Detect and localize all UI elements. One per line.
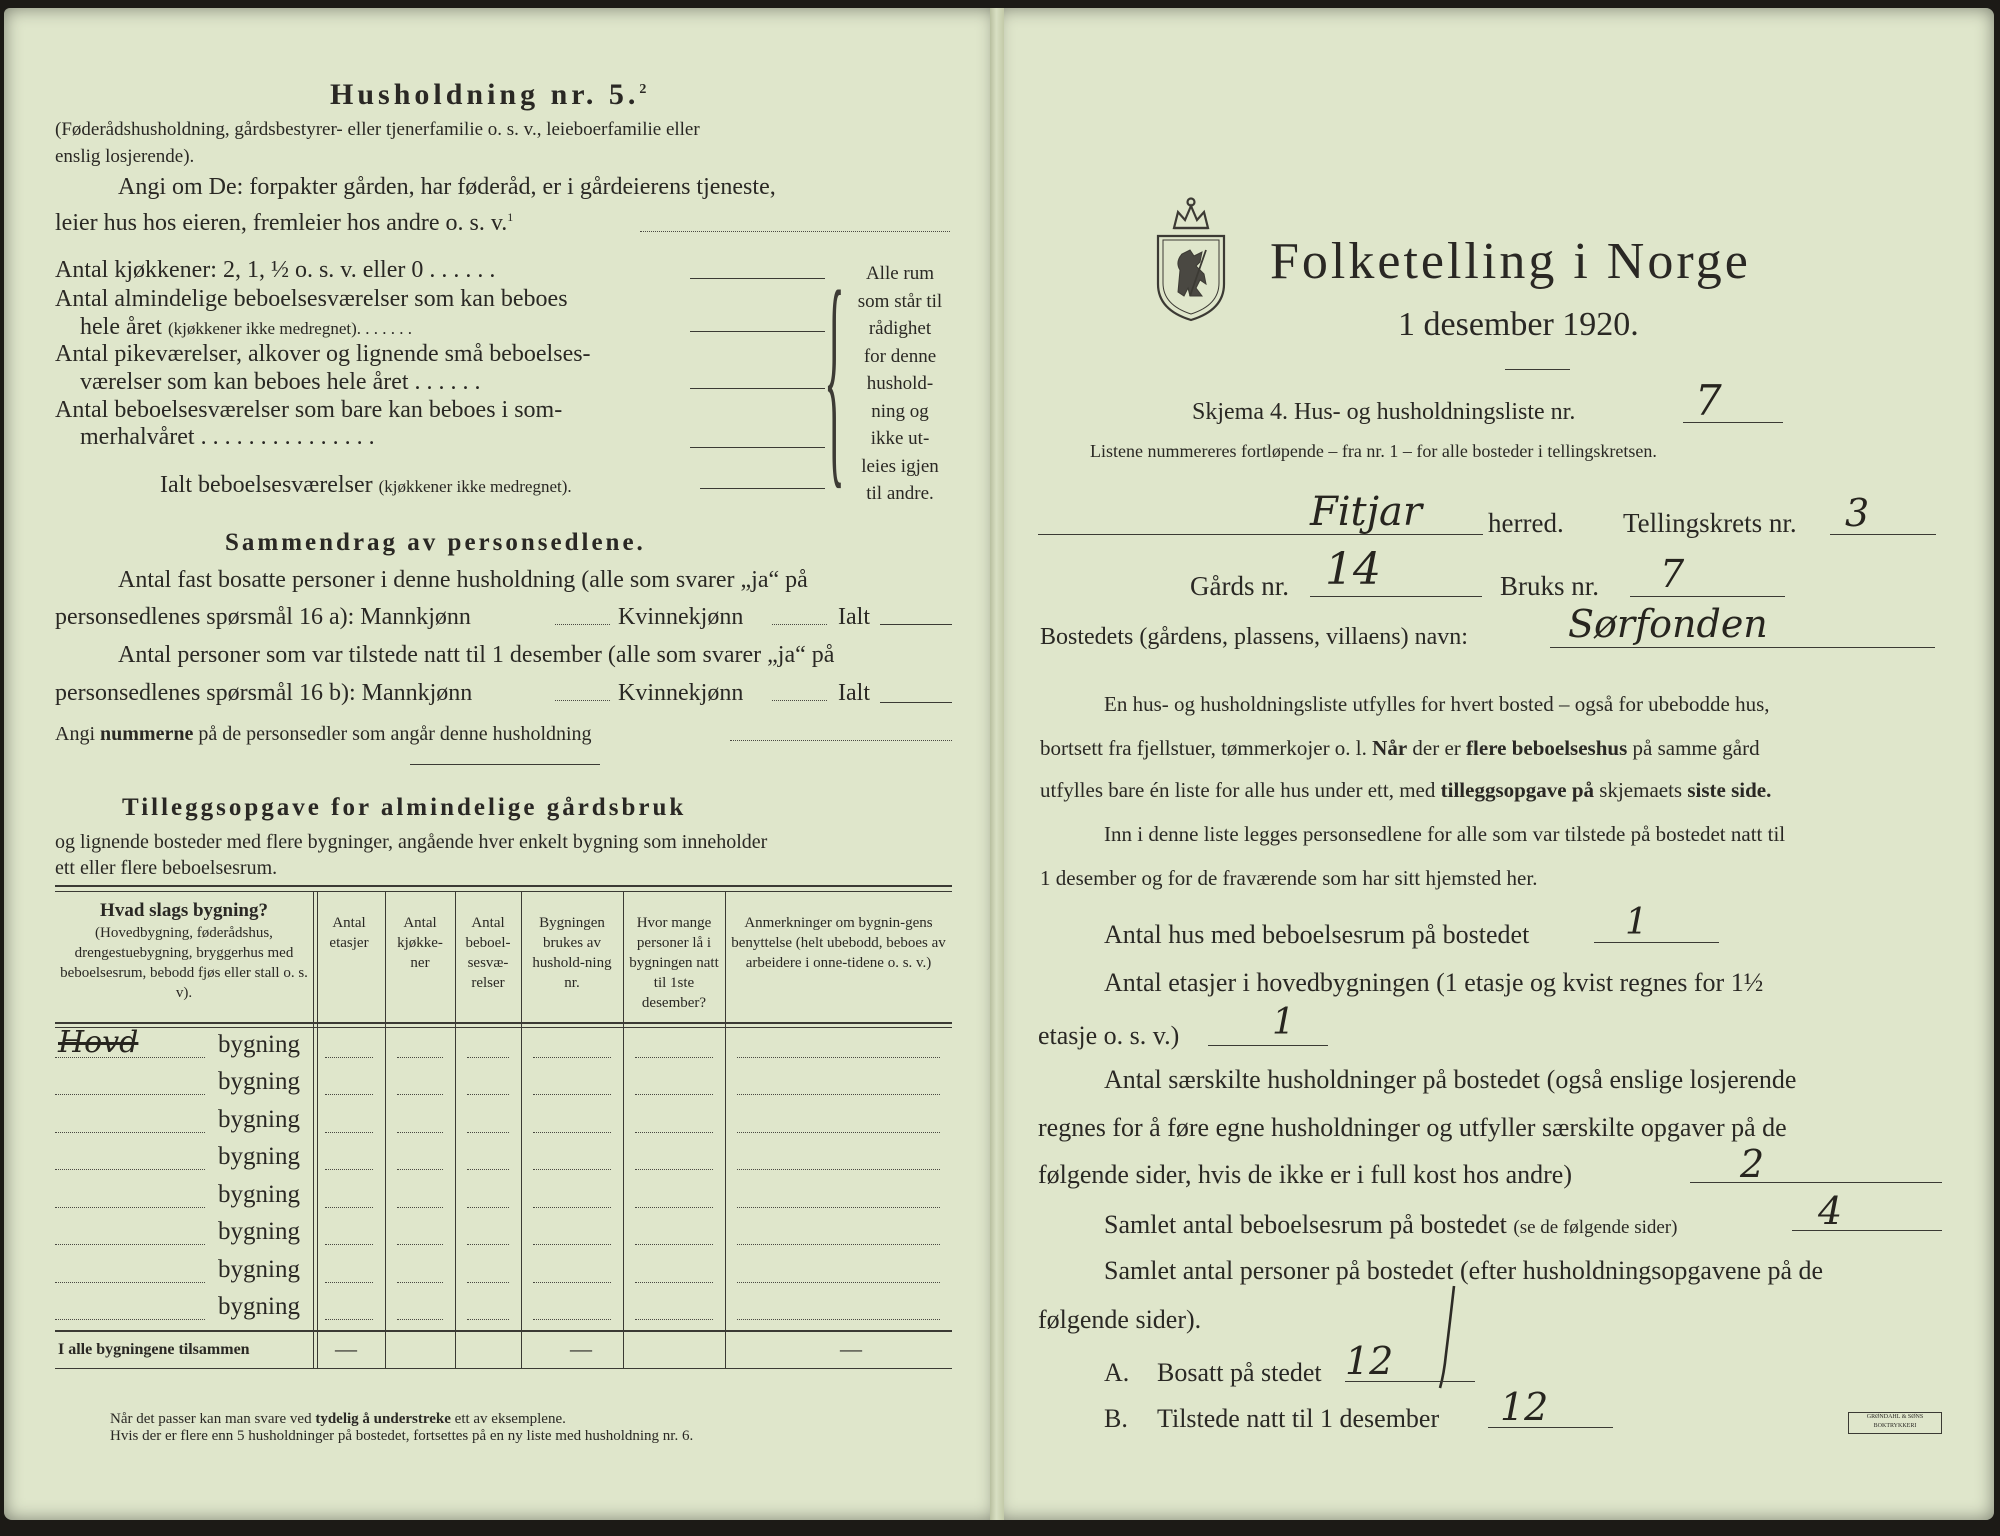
table-header-6 (728, 913, 949, 973)
table-cell-line (325, 1169, 373, 1170)
gards-label: Gårds nr. (1190, 571, 1289, 601)
table-rule (55, 885, 952, 887)
q-floors-1: Antal etasjer i hovedbygningen (1 etasje og kvist regnes for 1½ (1104, 968, 1764, 997)
bruks-label: Bruks nr. (1500, 571, 1600, 601)
table-cell-line (635, 1132, 713, 1133)
q-households-3: følgende sider, hvis de ikke er i full kost hos andre) (1038, 1160, 1572, 1189)
bruks-value: 7 (1660, 552, 1685, 596)
table-header-5 (626, 913, 722, 1013)
table-total-label: I alle bygningene tilsammen (58, 1341, 250, 1358)
q-households-value: 2 (1740, 1142, 1765, 1186)
q-rooms-value: 4 (1818, 1189, 1843, 1233)
household-subtitle-2: enslig losjerende). (55, 146, 195, 167)
table-cell-line (397, 1207, 443, 1208)
table-row-label: bygning (218, 1143, 300, 1170)
table-cell-line (737, 1094, 940, 1095)
tally-stroke-icon (1432, 1282, 1462, 1392)
table-cell-line (737, 1282, 940, 1283)
gards-value: 14 (1325, 544, 1381, 595)
listene-note: Listene nummereres fortløpende – fra nr. 1 – for alle bosteder i tellingskretsen. (1090, 441, 1657, 461)
angi-line-1: Angi om De: forpakter gården, har føderåd, er i gårdeierens tjeneste, (118, 174, 776, 200)
table-cell-line (467, 1319, 509, 1320)
table-row-label: bygning (218, 1218, 300, 1245)
q-houses-value: 1 (1625, 902, 1648, 943)
table-cell-line (635, 1244, 713, 1245)
herred-label: herred. (1488, 508, 1564, 538)
q-a-value: 12 (1345, 1339, 1394, 1383)
table-cell-line (635, 1057, 713, 1058)
table-cell-line (533, 1319, 611, 1320)
instr-3: utfylles bare én liste for alle hus under ett, med tilleggsopgave på skjemaets siste side. (1040, 778, 1772, 802)
summary-p1-line2: personsedlenes spørsmål 16 a): Mannkjønn (55, 604, 471, 630)
table-cell-line (737, 1319, 940, 1320)
side-note-line: som står til (857, 290, 943, 312)
summary-p1-female: Kvinnekjønn (618, 604, 744, 630)
table-cell-line (533, 1169, 611, 1170)
table-column-rule (725, 891, 726, 1368)
instr-2: bortsett fra fjellstuer, tømmerkojer o. l. Når der er flere beboelseshus på samme gård (1040, 736, 1760, 760)
table-row-label: bygning (218, 1255, 300, 1283)
table-cell-line (397, 1057, 443, 1058)
summary-p2-line2: personsedlenes spørsmål 16 b): Mannkjønn (55, 680, 473, 706)
norway-coat-of-arms-icon (1150, 192, 1232, 324)
side-note-line: hushold- (866, 373, 934, 394)
table-cell-line (325, 1282, 373, 1283)
table-cell-line (467, 1057, 509, 1058)
table-cell-line (533, 1132, 611, 1133)
rooms-side-note (845, 260, 955, 508)
angi-line-2: leier hus hos eieren, fremleier hos andre o. s. v.$^1$ (55, 210, 514, 236)
table-cell-line (737, 1244, 940, 1245)
summary-heading: Sammendrag av personsedlene. (225, 529, 646, 556)
footnote-1: Når det passer kan man svare ved tydelig å understreke ett av eksemplene. (110, 1411, 566, 1427)
table-row-label: bygning (218, 1293, 300, 1320)
table-header-4 (524, 913, 620, 993)
table-column-rule (385, 891, 386, 1368)
q-a-text: Bosatt på stedet (1157, 1358, 1322, 1387)
table-column-rule (317, 891, 318, 1368)
table-cell-line (55, 1207, 205, 1208)
table-column-rule (623, 891, 624, 1368)
table-cell-line (635, 1094, 713, 1095)
table-total-mark: — (335, 1336, 357, 1361)
table-cell-line (737, 1207, 940, 1208)
table-total-mark: — (570, 1336, 592, 1361)
side-note-line: til andre. (866, 483, 934, 504)
summary-p2-line1: Antal personer som var tilstede natt til 1 desember (alle som svarer „ja“ på (118, 642, 835, 668)
table-cell-line (397, 1094, 443, 1095)
table-row-label: bygning (218, 1030, 300, 1058)
q-households-2: regnes for å føre egne husholdninger og utfyller særskilte opgaver på de (1038, 1113, 1787, 1142)
table-header-text: (Hovedbygning, føderådshus, drengestuebygning, bryggerhus med beboelsesrum, bebodd fjøs eller stall o. s. v). (60, 925, 308, 1001)
table-cell-line (55, 1094, 205, 1095)
table-rule (55, 891, 952, 892)
summary-p2-female: Kvinnekjønn (618, 680, 744, 706)
table-cell-line (737, 1132, 940, 1133)
table-cell-line (467, 1094, 509, 1095)
table-cell-line (533, 1282, 611, 1283)
table-cell-line (325, 1207, 373, 1208)
rooms-ordinary-b: hele året (kjøkkener ikke medregnet). . . . . . . (80, 314, 412, 340)
table-header-title: Hvad slags bygning? (100, 900, 268, 921)
tillegg-line2: ett eller flere beboelsesrum. (55, 857, 278, 879)
tillegg-heading: Tilleggsopgave for almindelige gårdsbruk (122, 794, 687, 821)
q-a-label: A. (1104, 1358, 1130, 1387)
rooms-brace: { (824, 242, 845, 508)
rooms-summer-b: merhalvåret . . . . . . . . . . . . . . . (80, 424, 375, 450)
table-cell-line (397, 1169, 443, 1170)
side-note-line: ning og (871, 400, 929, 422)
rooms-summer-a: Antal beboelsesværelser som bare kan beboes i som- (55, 397, 563, 423)
q-b-text: Tilstede natt til 1 desember (1157, 1404, 1440, 1433)
table-cell-line (325, 1244, 373, 1245)
table-cell-line (533, 1094, 611, 1095)
instr-5: 1 desember og for de fraværende som har sitt hjemsted her. (1040, 866, 1538, 890)
q-floors-value: 1 (1272, 1002, 1295, 1043)
table-cell-line (325, 1319, 373, 1320)
summary-p1-line1: Antal fast bosatte personer i denne husholdning (alle som svarer „ja“ på (118, 567, 808, 593)
table-rule (55, 1368, 952, 1369)
bosted-value: Sørfonden (1568, 602, 1768, 646)
table-cell-line (467, 1244, 509, 1245)
table-cell-line (467, 1132, 509, 1133)
rooms-small-a: Antal pikeværelser, alkover og lignende små beboelses- (55, 341, 591, 367)
table-cell-line (397, 1132, 443, 1133)
summary-p1-total: Ialt (838, 604, 870, 630)
table-rule (55, 1022, 952, 1024)
side-note-line: for denne (863, 345, 937, 367)
table-cell-line (325, 1132, 373, 1133)
schema-number: 7 (1695, 376, 1722, 425)
table-rule (55, 1027, 952, 1028)
table-cell-line (635, 1319, 713, 1320)
table-cell-line (55, 1132, 205, 1133)
q-persons-2: følgende sider). (1038, 1305, 1202, 1334)
page-fold (990, 8, 1004, 1520)
table-header-2 (388, 913, 452, 973)
q-rooms: Samlet antal beboelsesrum på bostedet (se de følgende sider) (1104, 1210, 1678, 1239)
table-cell-line (467, 1207, 509, 1208)
table-header-0 (58, 899, 310, 1003)
footnote-2: Hvis der er flere enn 5 husholdninger på bostedet, fortsettes på en ny liste med husholdning nr. 6. (110, 1428, 694, 1444)
rooms-ordinary-a: Antal almindelige beboelsesværelser som kan beboes (55, 286, 568, 312)
tillegg-line1: og lignende bosteder med flere bygninger, angående hver enkelt bygning som inneholder (55, 831, 768, 853)
q-b-value: 12 (1500, 1385, 1549, 1429)
side-note-line: Alle rum (865, 263, 935, 284)
table-cell-line (737, 1169, 940, 1170)
tellingskrets-label: Tellingskrets nr. (1623, 508, 1797, 538)
side-note-line: rådighet (868, 318, 932, 339)
table-cell-line (467, 1169, 509, 1170)
census-date: 1 desember 1920. (1398, 306, 1639, 343)
table-header-text: Antal etasjer (329, 915, 369, 951)
schema-label: Skjema 4. Hus- og husholdningsliste nr. (1192, 399, 1576, 425)
table-cell-line (55, 1169, 205, 1170)
table-row-label: bygning (218, 1105, 300, 1133)
table-total-mark: — (840, 1336, 862, 1361)
instr-1: En hus- og husholdningsliste utfylles for hvert bosted – også for ubebodde hus, (1104, 692, 1770, 716)
instr-4: Inn i denne liste legges personsedlene for alle som var tilstede på bostedet natt til (1104, 822, 1786, 846)
household-subtitle: (Føderådshusholdning, gårdsbestyrer- eller tjenerfamilie o. s. v., leieboerfamilie eller (55, 119, 700, 140)
table-header-1 (316, 913, 382, 953)
table-header-text: Hvor mange personer lå i bygningen natt til 1ste desember? (629, 915, 719, 1011)
bosted-label: Bostedets (gårdens, plassens, villaens) navn: (1040, 624, 1468, 650)
table-cell-line (55, 1244, 205, 1245)
household-title: Husholdning nr. 5.$^2$ (330, 78, 651, 111)
table-cell-line (55, 1282, 205, 1283)
table-cell-line (397, 1319, 443, 1320)
rooms-kitchens: Antal kjøkkener: 2, 1, ½ o. s. v. eller 0 . . . . . . (55, 257, 496, 283)
table-cell-line (397, 1244, 443, 1245)
table-cell-line (397, 1282, 443, 1283)
side-note-line: leies igjen (861, 455, 939, 477)
table-cell-line (533, 1207, 611, 1208)
table-column-rule (455, 891, 456, 1368)
side-note-line: ikke ut- (870, 428, 930, 449)
table-cell-line (737, 1057, 940, 1058)
summary-angi: Angi nummerne på de personsedler som angår denne husholdning (55, 723, 592, 745)
table-header-text: Antal kjøkke-ner (397, 915, 443, 971)
tellingskrets-value: 3 (1845, 491, 1870, 535)
rooms-total: Ialt beboelsesværelser (kjøkkener ikke medregnet). (160, 472, 572, 498)
table-cell-line (467, 1282, 509, 1283)
summary-p2-total: Ialt (838, 680, 870, 706)
table-rule (55, 1330, 952, 1332)
q-houses: Antal hus med beboelsesrum på bostedet (1104, 920, 1530, 949)
q-floors-2: etasje o. s. v.) (1038, 1021, 1180, 1050)
table-header-text: Antal beboel-sesvæ-relser (465, 915, 511, 991)
handwritten-building-type: Hovd (58, 1025, 139, 1060)
herred-value: Fitjar (1310, 489, 1422, 535)
table-cell-line (533, 1057, 611, 1058)
table-cell-line (635, 1207, 713, 1208)
printer-stamp: GRØNDAHL & SØNS BOKTRYKKERI (1848, 1412, 1942, 1434)
table-header-text: Anmerkninger om bygnin-gens benyttelse (helt ubebodd, beboes av arbeidere i onne-tidene o. s. v.) (731, 915, 946, 971)
table-row-label: bygning (218, 1068, 300, 1095)
table-cell-line (635, 1282, 713, 1283)
table-header-3 (458, 913, 518, 993)
census-title: Folketelling i Norge (1270, 233, 1751, 290)
table-column-rule (521, 891, 522, 1368)
q-persons-1: Samlet antal personer på bostedet (efter husholdningsopgavene på de (1104, 1256, 1824, 1285)
table-column-rule (313, 891, 314, 1368)
table-cell-line (325, 1094, 373, 1095)
table-cell-line (533, 1244, 611, 1245)
table-cell-line (55, 1319, 205, 1320)
q-b-label: B. (1104, 1404, 1128, 1433)
rooms-small-b: værelser som kan beboes hele året . . . . . . (80, 369, 481, 395)
table-cell-line (325, 1057, 373, 1058)
table-row-label: bygning (218, 1180, 300, 1208)
table-header-text: Bygningen brukes av hushold-ning nr. (532, 915, 612, 991)
q-households-1: Antal særskilte husholdninger på bostedet (også enslige losjerende (1104, 1065, 1797, 1094)
table-cell-line (635, 1169, 713, 1170)
